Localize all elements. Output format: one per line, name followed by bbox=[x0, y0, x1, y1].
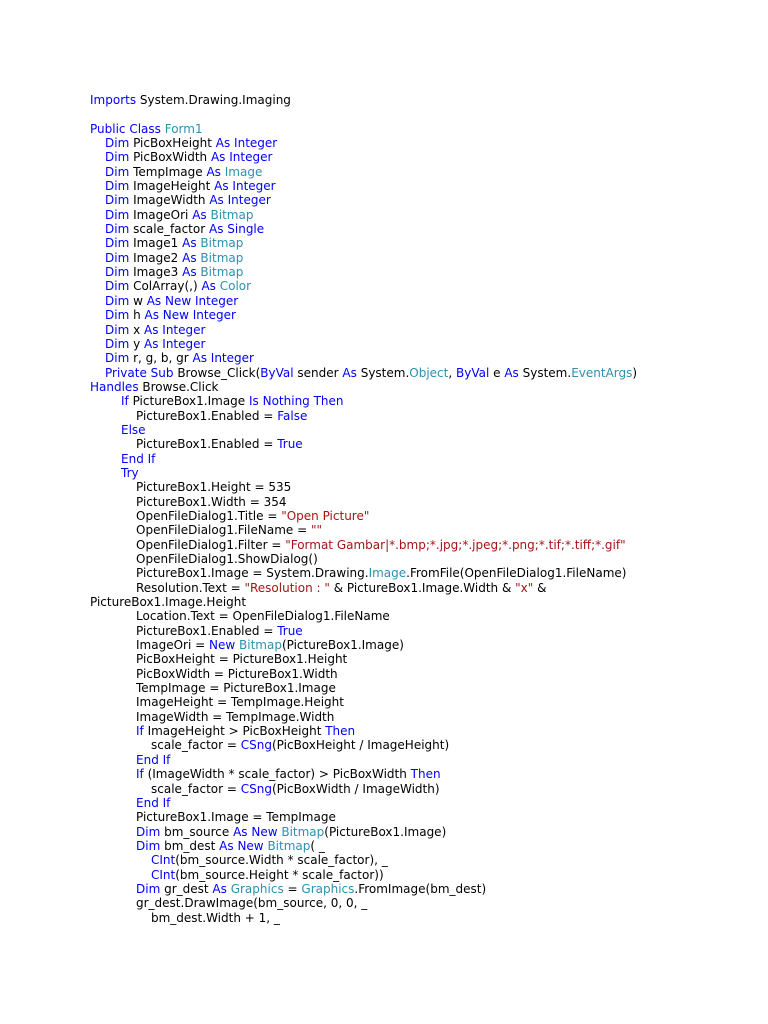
code-line bbox=[90, 767, 637, 781]
keyword-token: As bbox=[182, 265, 197, 280]
code-line bbox=[90, 351, 637, 365]
type-name-token: Graphics bbox=[301, 881, 355, 896]
code-text-token: ImageHeight = TempImage.Height bbox=[136, 695, 344, 710]
code-text-token: (PicBoxWidth / ImageWidth) bbox=[271, 781, 440, 796]
keyword-token: If bbox=[136, 767, 144, 782]
code-text-token: ImageOri bbox=[129, 207, 193, 222]
code-line bbox=[90, 279, 637, 293]
code-line bbox=[90, 480, 637, 494]
keyword-token: Then bbox=[410, 767, 441, 782]
keyword-token: End If bbox=[121, 451, 156, 466]
code-line bbox=[90, 337, 637, 351]
keyword-token: As Integer bbox=[214, 179, 276, 194]
code-text-token: Browse.Click bbox=[138, 379, 219, 394]
code-line bbox=[90, 122, 637, 136]
code-line bbox=[90, 882, 637, 896]
code-line bbox=[90, 380, 637, 394]
keyword-token: As New Integer bbox=[146, 293, 239, 308]
keyword-token: New bbox=[208, 638, 236, 653]
code-text-token: Resolution.Text = bbox=[136, 580, 245, 595]
code-text-token: bm_source bbox=[160, 824, 234, 839]
code-text-token: & bbox=[533, 580, 547, 595]
string-literal-token: "Resolution : " bbox=[244, 580, 330, 595]
code-text-token: PictureBox1.Height = 535 bbox=[136, 480, 292, 495]
code-text-token: y bbox=[129, 336, 144, 351]
code-text-token: (PicBoxHeight / ImageHeight) bbox=[271, 738, 450, 753]
keyword-token: Handles bbox=[90, 379, 139, 394]
code-line bbox=[90, 366, 637, 380]
code-line bbox=[90, 452, 637, 466]
keyword-token: As New bbox=[219, 838, 264, 853]
keyword-token: Dim bbox=[105, 193, 130, 208]
code-line bbox=[90, 853, 637, 867]
code-line bbox=[90, 566, 637, 580]
code-text-token: Browse_Click( bbox=[173, 365, 261, 380]
code-line bbox=[90, 638, 637, 652]
keyword-token: As Integer bbox=[192, 351, 254, 366]
code-line bbox=[90, 738, 637, 752]
keyword-token: Then bbox=[325, 724, 356, 739]
string-literal-token: "" bbox=[310, 523, 323, 538]
code-text-token: scale_factor = bbox=[151, 738, 241, 753]
code-text-token: OpenFileDialog1.Title = bbox=[136, 508, 282, 523]
code-text-token: ImageWidth bbox=[129, 193, 210, 208]
code-text-token: ImageHeight bbox=[129, 179, 215, 194]
code-text-token: (PictureBox1.Image) bbox=[324, 824, 447, 839]
code-text-token: e bbox=[489, 365, 505, 380]
keyword-token: True bbox=[277, 437, 303, 452]
code-text-token: (PictureBox1.Image) bbox=[281, 638, 404, 653]
code-text-token: (ImageWidth * scale_factor) > PicBoxWidth bbox=[143, 767, 411, 782]
type-name-token: EventArgs bbox=[571, 365, 633, 380]
keyword-token: Dim bbox=[136, 838, 161, 853]
code-text-token: PictureBox1.Enabled = bbox=[136, 623, 278, 638]
code-line bbox=[90, 609, 637, 623]
code-line bbox=[90, 323, 637, 337]
code-text-token: PictureBox1.Enabled = bbox=[136, 437, 278, 452]
keyword-token: Dim bbox=[105, 293, 130, 308]
code-line bbox=[90, 538, 637, 552]
code-line bbox=[90, 681, 637, 695]
string-literal-token: "Format Gambar|*.bmp;*.jpg;*.jpeg;*.png;*.tif;*.tiff;*.gif" bbox=[285, 537, 626, 552]
code-text-token: PictureBox1.Image = System.Drawing. bbox=[136, 566, 369, 581]
code-text-token: OpenFileDialog1.Filter = bbox=[136, 537, 286, 552]
code-text-token: PicBoxHeight = PictureBox1.Height bbox=[136, 652, 348, 667]
code-text-token: Image3 bbox=[129, 265, 183, 280]
code-line bbox=[90, 193, 637, 207]
keyword-token: True bbox=[277, 623, 303, 638]
code-text-token: sender bbox=[293, 365, 343, 380]
code-text-token: h bbox=[129, 308, 145, 323]
code-line bbox=[90, 695, 637, 709]
code-line bbox=[90, 208, 637, 222]
code-line bbox=[90, 495, 637, 509]
code-text-token: ( _ bbox=[310, 838, 325, 853]
keyword-token: As bbox=[182, 250, 197, 265]
keyword-token: As bbox=[201, 279, 216, 294]
type-name-token: Bitmap bbox=[281, 824, 325, 839]
keyword-token: Dim bbox=[136, 824, 161, 839]
code-line bbox=[90, 810, 637, 824]
code-line bbox=[90, 466, 637, 480]
code-line bbox=[90, 423, 637, 437]
keyword-token: Dim bbox=[105, 308, 130, 323]
code-text-token: System.Drawing.Imaging bbox=[136, 93, 291, 107]
code-line bbox=[90, 251, 637, 265]
code-text-token: OpenFileDialog1.ShowDialog() bbox=[136, 552, 318, 566]
keyword-token: Dim bbox=[105, 236, 130, 251]
code-text-token: gr_dest bbox=[160, 881, 213, 896]
code-line bbox=[90, 552, 637, 566]
keyword-token: CSng bbox=[240, 781, 272, 796]
code-text-token: r, g, b, gr bbox=[129, 351, 193, 366]
code-text-token: PictureBox1.Enabled = bbox=[136, 408, 278, 423]
code-line bbox=[90, 710, 637, 724]
type-name-token: Bitmap bbox=[267, 838, 311, 853]
keyword-token: CSng bbox=[240, 738, 272, 753]
type-name-token: Bitmap bbox=[210, 207, 254, 222]
keyword-token: Dim bbox=[105, 179, 130, 194]
keyword-token: If bbox=[121, 394, 129, 409]
code-line bbox=[90, 753, 637, 767]
keyword-token: Dim bbox=[136, 881, 161, 896]
code-text-token: x bbox=[129, 322, 144, 337]
code-text-token: scale_factor bbox=[129, 222, 209, 237]
code-text-token: Image1 bbox=[129, 236, 183, 251]
keyword-token: As New bbox=[233, 824, 278, 839]
code-text-token: ImageWidth = TempImage.Width bbox=[136, 709, 335, 724]
keyword-token: As Integer bbox=[215, 136, 278, 151]
keyword-token: As bbox=[504, 365, 519, 380]
keyword-token: Dim bbox=[105, 279, 130, 294]
keyword-token: Dim bbox=[105, 250, 130, 265]
type-name-token: Bitmap bbox=[200, 265, 244, 280]
code-text-token: (bm_source.Width * scale_factor), _ bbox=[175, 853, 388, 868]
code-text-token: .FromFile(OpenFileDialog1.FileName) bbox=[406, 566, 627, 581]
code-text-token: , bbox=[448, 365, 457, 380]
code-line bbox=[90, 724, 637, 738]
code-text-token: PicBoxHeight bbox=[129, 136, 216, 151]
code-line bbox=[90, 523, 637, 537]
keyword-token: Dim bbox=[105, 265, 130, 280]
code-line bbox=[90, 107, 637, 121]
code-line bbox=[90, 222, 637, 236]
code-line bbox=[90, 667, 637, 681]
code-line bbox=[90, 308, 637, 322]
code-text-token: gr_dest.DrawImage(bm_source, 0, 0, _ bbox=[136, 896, 368, 911]
code-line bbox=[90, 652, 637, 666]
keyword-token: As bbox=[212, 881, 227, 896]
keyword-token: Is Nothing Then bbox=[249, 394, 344, 409]
keyword-token: As Single bbox=[208, 222, 265, 237]
keyword-token: As Integer bbox=[144, 336, 206, 351]
code-line bbox=[90, 911, 637, 925]
code-line bbox=[90, 236, 637, 250]
code-text-token: = bbox=[283, 881, 302, 896]
keyword-token: As bbox=[192, 207, 207, 222]
type-name-token: Image bbox=[368, 566, 407, 581]
code-line bbox=[90, 839, 637, 853]
keyword-token: Dim bbox=[105, 322, 130, 337]
code-line bbox=[90, 150, 637, 164]
code-text-token: bm_dest.Width + 1, _ bbox=[151, 910, 280, 925]
code-text-token: ColArray(,) bbox=[129, 279, 202, 294]
code-text-token: bm_dest bbox=[160, 838, 220, 853]
code-listing bbox=[90, 93, 637, 925]
keyword-token: Dim bbox=[105, 164, 130, 179]
code-line bbox=[90, 437, 637, 451]
code-text-token: OpenFileDialog1.FileName = bbox=[136, 523, 311, 538]
code-text-token: PicBoxWidth bbox=[129, 150, 211, 165]
code-text-token: System. bbox=[356, 365, 410, 380]
keyword-token: Dim bbox=[105, 136, 130, 151]
code-line bbox=[90, 509, 637, 523]
keyword-token: As Integer bbox=[209, 193, 271, 208]
code-text-token: Image2 bbox=[129, 250, 183, 265]
keyword-token: As bbox=[206, 164, 221, 179]
code-text-token: ImageHeight > PicBoxHeight bbox=[143, 724, 326, 739]
keyword-token: CInt bbox=[151, 867, 176, 882]
code-line bbox=[90, 796, 637, 810]
type-name-token: Bitmap bbox=[200, 250, 244, 265]
type-name-token: Color bbox=[219, 279, 252, 294]
code-line bbox=[90, 394, 637, 408]
code-text-token: PicBoxWidth = PictureBox1.Width bbox=[136, 666, 338, 681]
code-line bbox=[90, 265, 637, 279]
code-line bbox=[90, 624, 637, 638]
code-text-token: scale_factor = bbox=[151, 781, 241, 796]
keyword-token: Public Class bbox=[90, 121, 161, 136]
keyword-token: Private Sub bbox=[105, 365, 174, 380]
keyword-token: False bbox=[277, 408, 308, 423]
keyword-token: Dim bbox=[105, 207, 130, 222]
code-line bbox=[90, 409, 637, 423]
code-text-token: TempImage bbox=[129, 164, 207, 179]
type-name-token: Bitmap bbox=[239, 638, 282, 653]
keyword-token: Dim bbox=[105, 150, 130, 165]
code-line bbox=[90, 825, 637, 839]
keyword-token: As Integer bbox=[210, 150, 273, 165]
type-name-token: Graphics bbox=[230, 881, 284, 896]
code-line bbox=[90, 581, 637, 595]
code-line bbox=[90, 179, 637, 193]
code-text-token: PictureBox1.Width = 354 bbox=[136, 494, 287, 509]
type-name-token: Form1 bbox=[164, 121, 203, 136]
keyword-token: End If bbox=[136, 752, 171, 767]
code-text-token: & PictureBox1.Image.Width & bbox=[329, 580, 516, 595]
code-line bbox=[90, 136, 637, 150]
keyword-token: As Integer bbox=[144, 322, 206, 337]
keyword-token: CInt bbox=[151, 853, 176, 868]
string-literal-token: "x" bbox=[515, 580, 534, 595]
code-text-token: ImageOri = bbox=[136, 638, 209, 653]
keyword-token: Dim bbox=[105, 222, 130, 237]
code-line bbox=[90, 595, 637, 609]
code-line bbox=[90, 93, 637, 107]
code-text-token: Location.Text = OpenFileDialog1.FileName bbox=[136, 609, 390, 624]
type-name-token: Object bbox=[409, 365, 449, 380]
keyword-token: Dim bbox=[105, 351, 130, 366]
keyword-token: Else bbox=[121, 422, 146, 437]
keyword-token: ByVal bbox=[260, 365, 294, 380]
string-literal-token: "Open Picture" bbox=[281, 508, 370, 523]
keyword-token: As bbox=[182, 236, 197, 251]
keyword-token: Dim bbox=[105, 336, 130, 351]
code-text-token: (bm_source.Height * scale_factor)) bbox=[175, 867, 384, 882]
keyword-token: End If bbox=[136, 795, 171, 810]
keyword-token: As bbox=[342, 365, 357, 380]
keyword-token: If bbox=[136, 724, 144, 739]
code-line bbox=[90, 294, 637, 308]
code-text-token: PictureBox1.Image.Height bbox=[90, 595, 247, 610]
type-name-token: Bitmap bbox=[200, 236, 244, 251]
code-text-token: ) bbox=[632, 365, 638, 380]
code-line bbox=[90, 782, 637, 796]
code-text-token: PictureBox1.Image bbox=[128, 394, 249, 409]
keyword-token: Imports bbox=[90, 93, 137, 107]
code-text-token: w bbox=[129, 293, 147, 308]
code-text-token: TempImage = PictureBox1.Image bbox=[136, 681, 336, 696]
keyword-token: ByVal bbox=[456, 365, 490, 380]
keyword-token: As New Integer bbox=[144, 308, 236, 323]
code-line bbox=[90, 165, 637, 179]
code-line bbox=[90, 868, 637, 882]
code-text-token: System. bbox=[518, 365, 572, 380]
keyword-token: Try bbox=[121, 465, 139, 480]
code-line bbox=[90, 896, 637, 910]
code-text-token: PictureBox1.Image = TempImage bbox=[136, 810, 336, 825]
type-name-token: Image bbox=[224, 164, 263, 179]
code-text-token: .FromImage(bm_dest) bbox=[354, 881, 487, 896]
